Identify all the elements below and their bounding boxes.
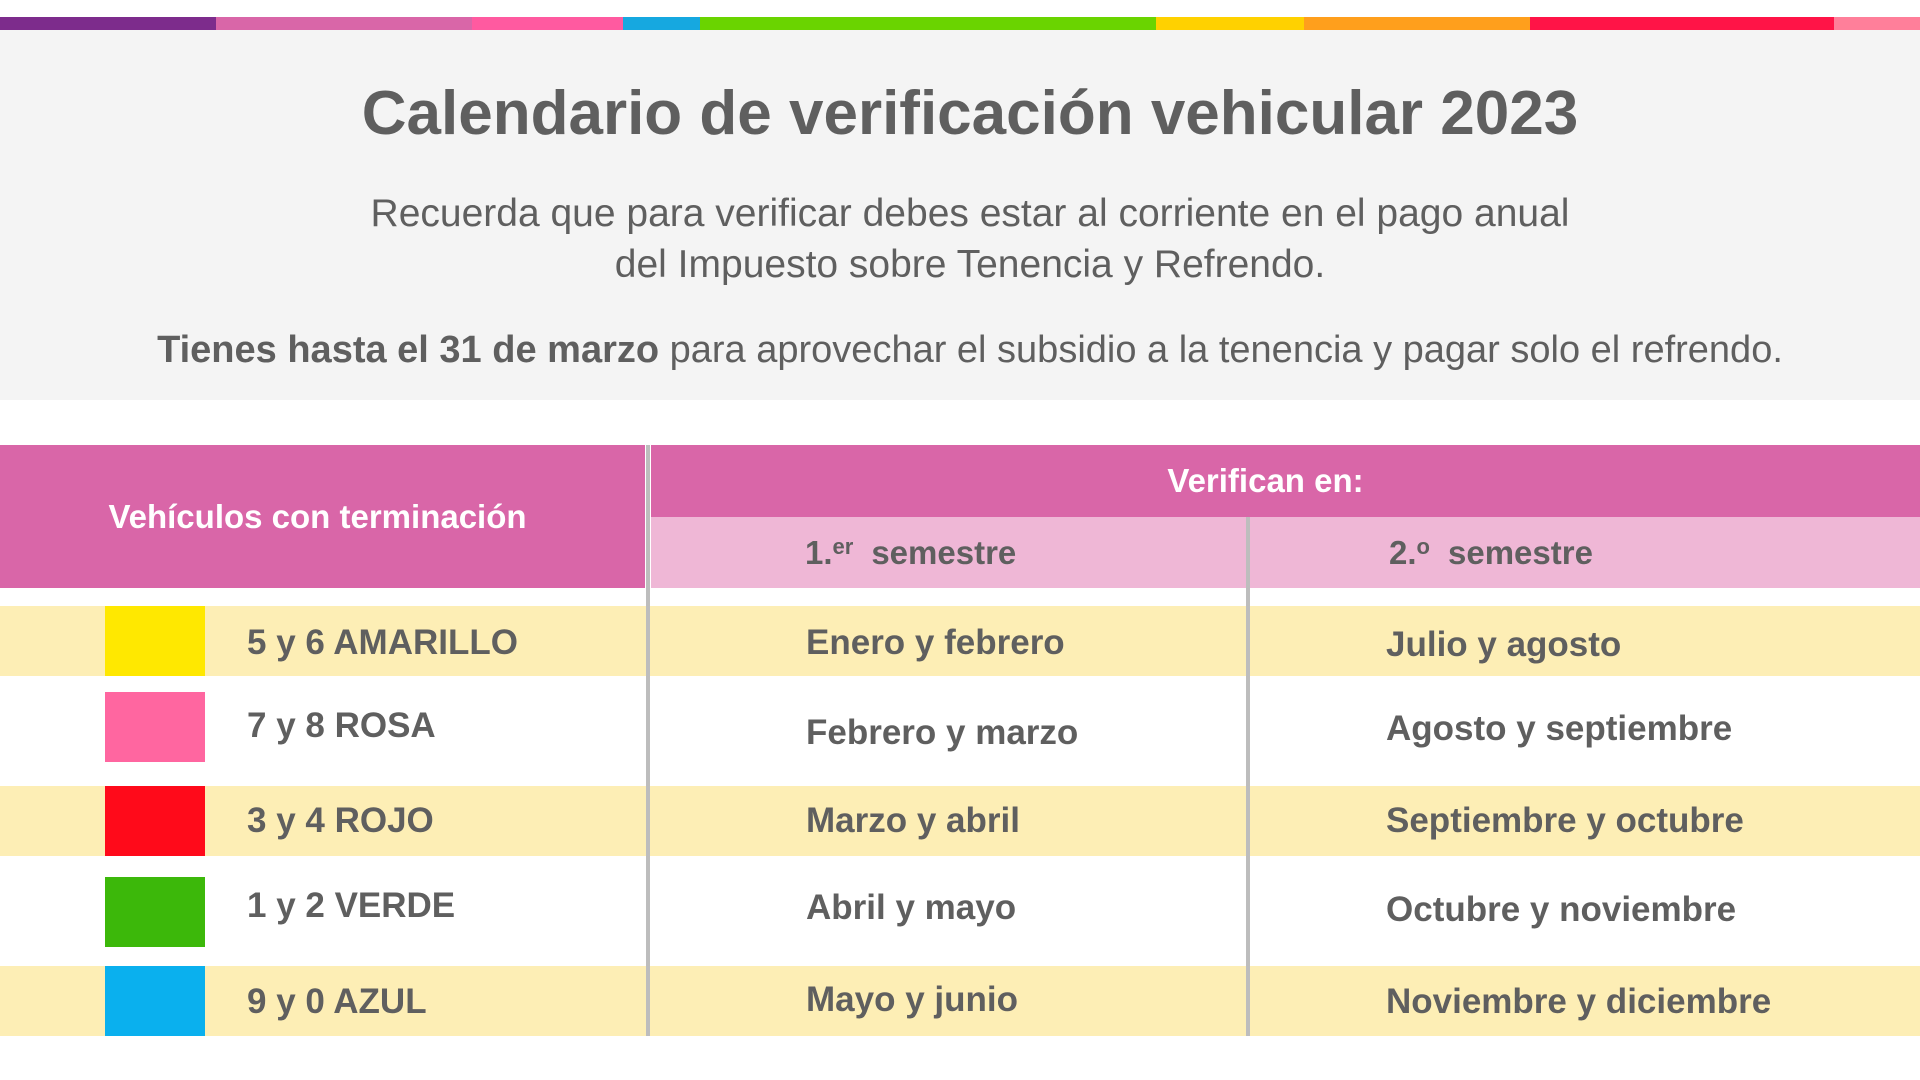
deadline-rest: para aprovechar el subsidio a la tenencia y pagar solo el refrendo. <box>659 329 1783 371</box>
stripe-blue <box>623 17 700 30</box>
sem1-cell: Febrero y marzo <box>806 713 1079 752</box>
sem1-cell: Enero y febrero <box>806 623 1065 662</box>
sem1-number: 1. <box>805 533 833 571</box>
sem2-label: semestre <box>1447 533 1593 571</box>
sem1-cell: Marzo y abril <box>806 801 1020 840</box>
subtitle-line-2: del Impuesto sobre Tenencia y Refrendo. <box>614 243 1326 286</box>
swatch-blue <box>105 966 205 1036</box>
sem1-superscript: er <box>832 533 854 559</box>
swatch-green <box>105 877 205 947</box>
sem1-cell: Abril y mayo <box>806 888 1017 927</box>
header-verify-in-label: Verifican en: <box>1167 462 1364 499</box>
color-stripe-bar <box>0 17 1920 30</box>
sem2-cell: Octubre y noviembre <box>1386 890 1737 929</box>
header-verify-in <box>651 445 1920 517</box>
stripe-pink <box>472 17 623 30</box>
sem2-superscript: o <box>1416 533 1430 559</box>
swatch-pink <box>105 692 205 762</box>
subtitle-line-1: Recuerda que para verificar debes estar al corriente en el pago anual <box>370 192 1570 235</box>
row-label-verde: 1 y 2 VERDE <box>247 886 456 925</box>
deadline-notice <box>0 325 1920 375</box>
deadline-bold: Tienes hasta el 31 de marzo <box>157 329 660 371</box>
header-first-semester <box>651 517 1246 588</box>
row-label-rojo: 3 y 4 ROJO <box>247 801 434 840</box>
subtitle <box>0 188 1920 290</box>
header-second-semester <box>1250 517 1920 588</box>
stripe-magenta <box>216 17 472 30</box>
sem1-cell: Mayo y junio <box>806 980 1018 1019</box>
sem2-cell: Noviembre y diciembre <box>1386 982 1772 1021</box>
header-vehicle-termination-label: Vehículos con terminación <box>108 497 527 535</box>
row-label-azul: 9 y 0 AZUL <box>247 982 427 1021</box>
stripe-red <box>1530 17 1834 30</box>
swatch-red <box>105 786 205 856</box>
column-divider <box>646 445 650 1036</box>
stripe-green <box>700 17 1156 30</box>
sem1-label: semestre <box>871 533 1017 571</box>
row-label-amarillo: 5 y 6 AMARILLO <box>247 623 518 662</box>
swatch-yellow <box>105 606 205 676</box>
sem2-cell: Septiembre y octubre <box>1386 801 1744 840</box>
column-divider <box>1246 517 1250 1036</box>
sem2-cell: Agosto y septiembre <box>1386 709 1733 748</box>
stripe-purple <box>0 17 216 30</box>
row-label-rosa: 7 y 8 ROSA <box>247 706 436 745</box>
stripe-yellow <box>1156 17 1304 30</box>
stripe-orange <box>1304 17 1530 30</box>
page-title: Calendario de verificación vehicular 2023 <box>361 79 1579 148</box>
sem2-cell: Julio y agosto <box>1386 625 1622 664</box>
sem2-number: 2. <box>1389 533 1417 571</box>
header-vehicle-termination <box>0 445 645 588</box>
stripe-light-red <box>1834 17 1920 30</box>
